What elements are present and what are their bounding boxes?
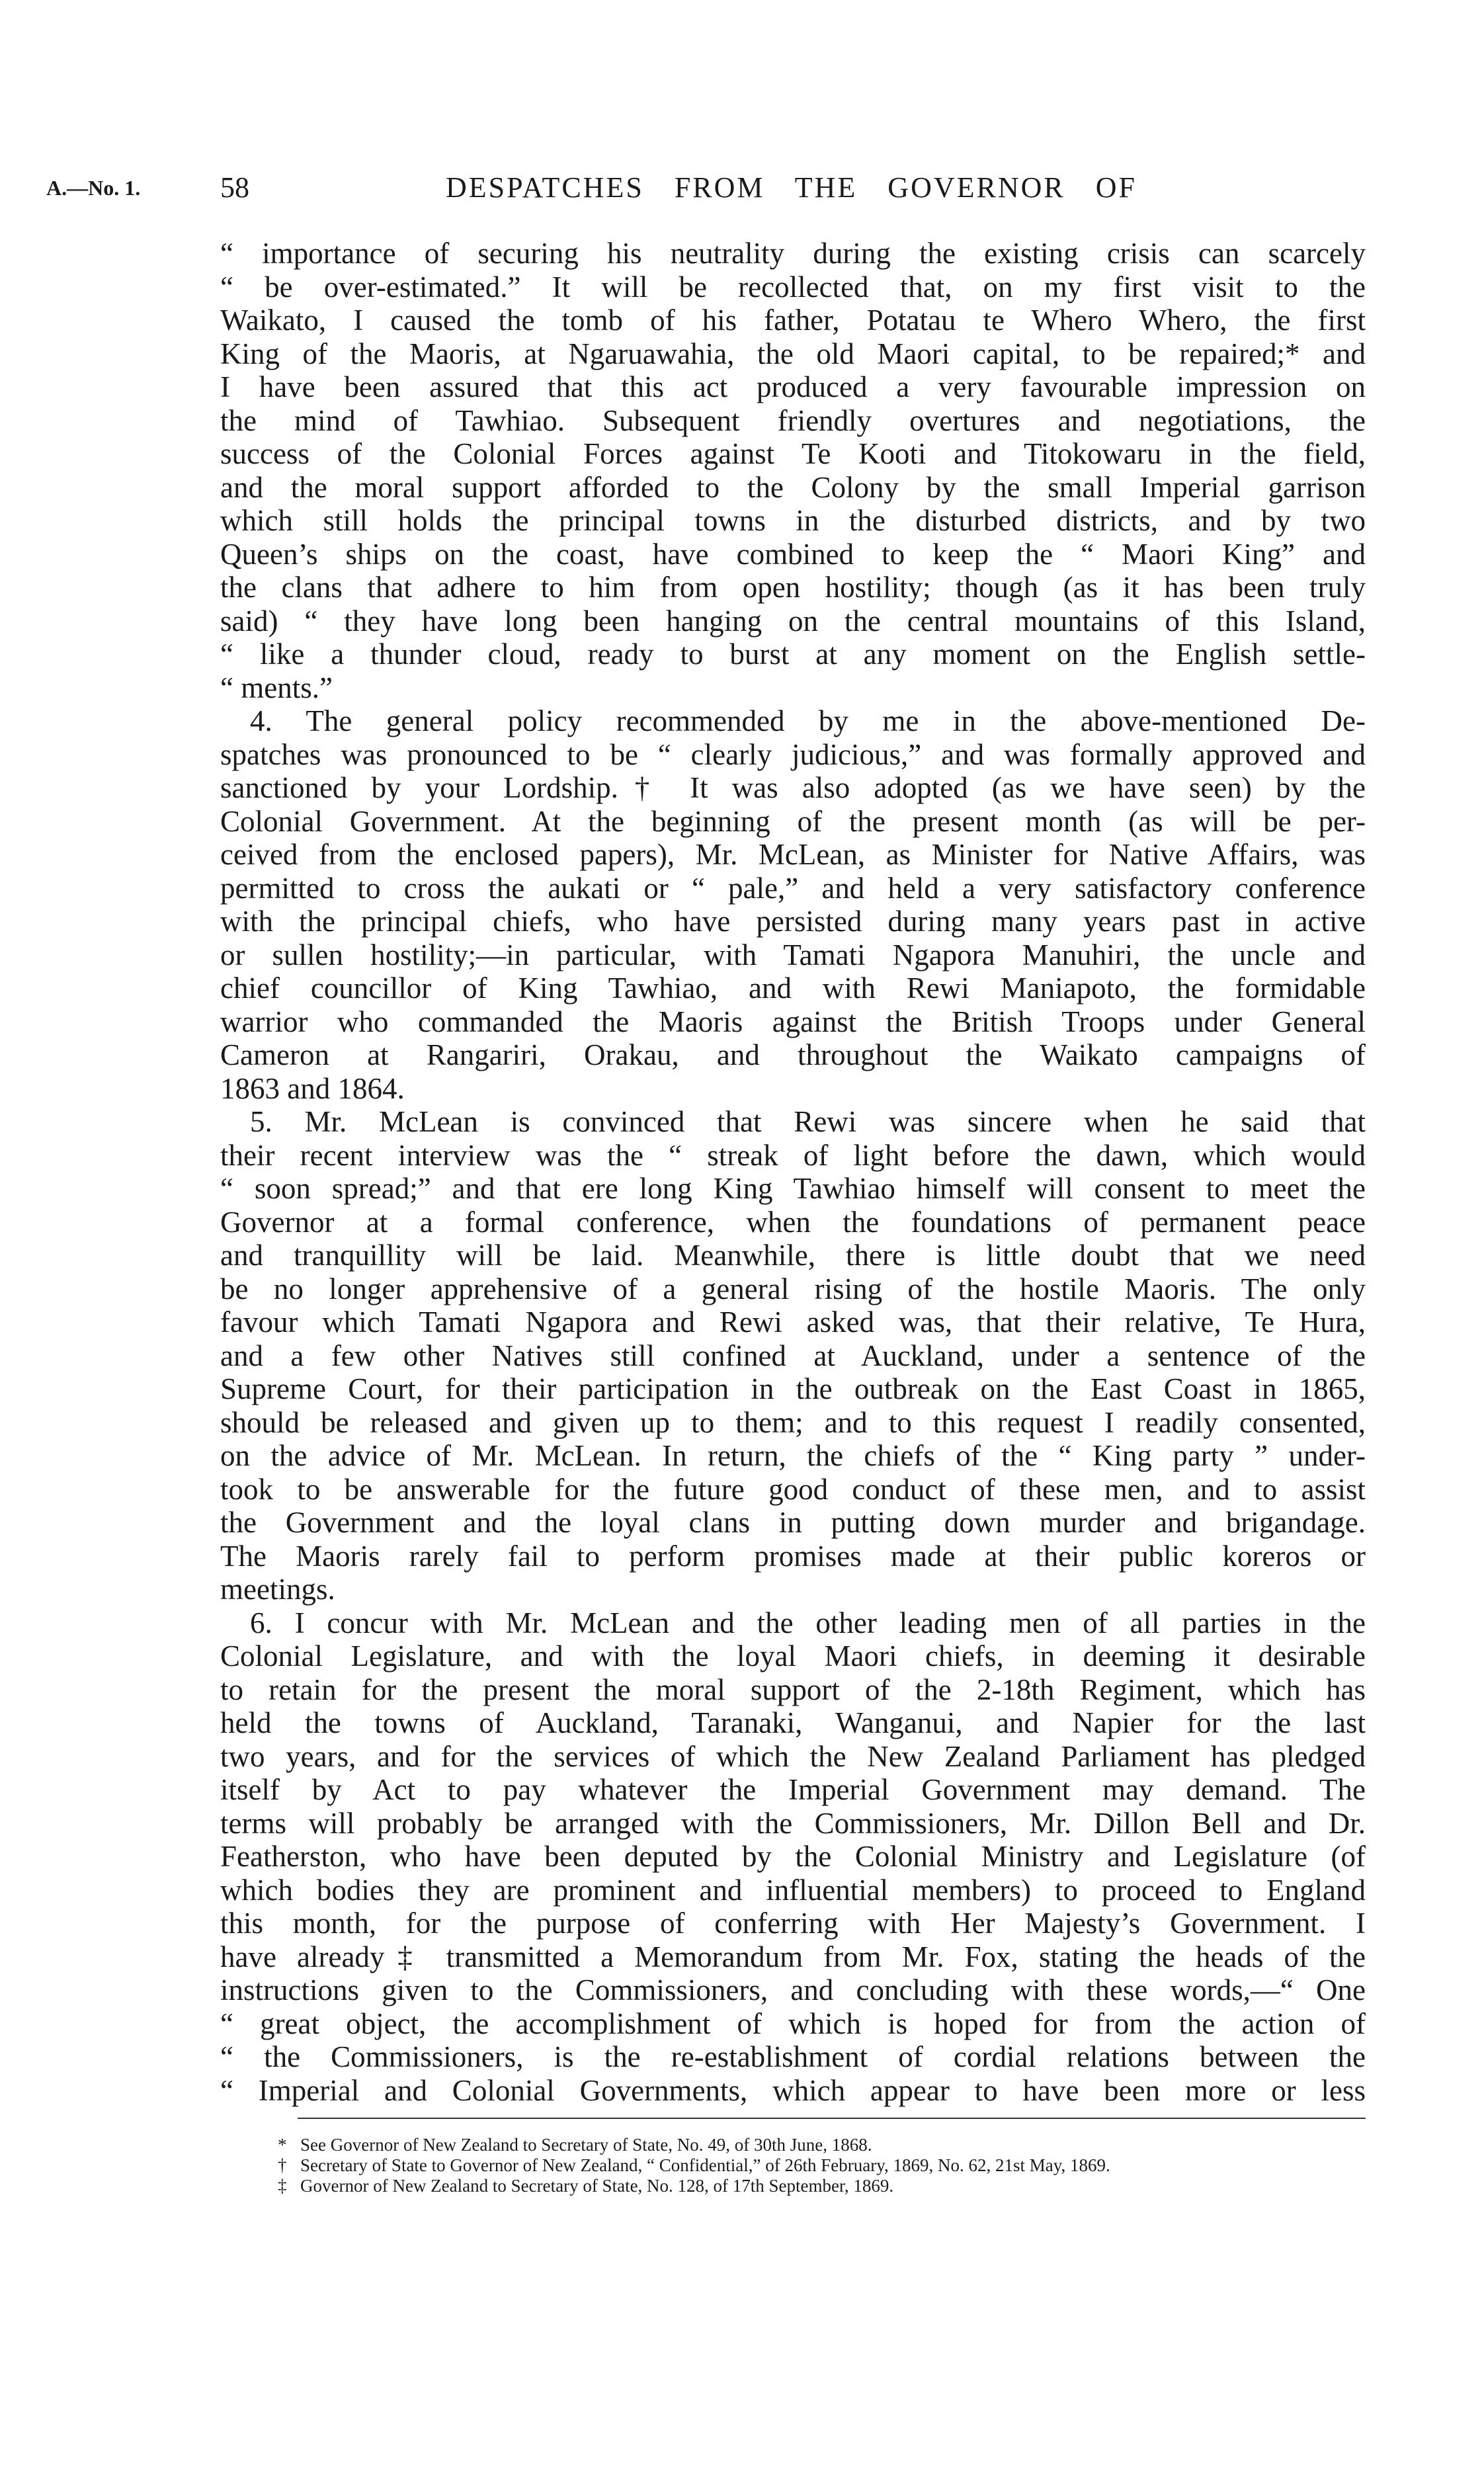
text-line: ceived from the enclosed papers), Mr. McLean, as Minister for Native Affairs, was <box>220 838 1366 871</box>
text-line: Colonial Government. At the beginning of the present month (as will be per- <box>220 804 1366 838</box>
text-line: two years, and for the services of which the New Zealand Parliament has pledged <box>220 1739 1366 1773</box>
text-line: 1863 and 1864. <box>220 1071 405 1105</box>
text-line: and tranquillity will be laid. Meanwhile, there is little doubt that we need <box>220 1239 1366 1272</box>
text-line: instructions given to the Commissioners, and concluding with these words,—“ One <box>220 1973 1366 2007</box>
text-line: I have been assured that this act produced a very favourable impression on <box>220 370 1366 403</box>
text-line: be no longer apprehensive of a general rising of the hostile Maoris. The only <box>220 1272 1366 1305</box>
text-line: meetings. <box>220 1573 335 1606</box>
running-title: DESPATCHES FROM THE GOVERNOR OF <box>446 171 1137 204</box>
text-line: Cameron at Rangariri, Orakau, and throughout the Waikato campaigns of <box>220 1038 1366 1071</box>
text-line: with the principal chiefs, who have persisted during many years past in active <box>220 905 1366 938</box>
footnote-text: Secretary of State to Governor of New Zealand, “ Confidential,” of 26th February, 1869, No. 62, 21st May, 1869. <box>300 2155 1110 2175</box>
text-line: Colonial Legislature, and with the loyal Maori chiefs, in deeming it desirable <box>220 1639 1366 1673</box>
text-line: the clans that adhere to him from open hostility; though (as it has been truly <box>220 571 1366 604</box>
text-line: 6. I concur with Mr. McLean and the other leading men of all parties in the <box>250 1606 1366 1639</box>
text-line: “ great object, the accomplishment of which is hoped for from the action of <box>220 2007 1366 2040</box>
text-line: The Maoris rarely fail to perform promises made at their public koreros or <box>220 1539 1366 1573</box>
footnote-text: See Governor of New Zealand to Secretary of State, No. 49, of 30th June, 1868. <box>300 2135 872 2155</box>
footnote <box>278 2155 1369 2176</box>
footnote <box>278 2176 1369 2196</box>
text-line: terms will probably be arranged with the Commissioners, Mr. Dillon Bell and Dr. <box>220 1806 1366 1840</box>
text-line: Waikato, I caused the tomb of his father, Potatau te Whero Whero, the first <box>220 304 1366 337</box>
text-line: their recent interview was the “ streak of light before the dawn, which would <box>220 1138 1366 1172</box>
text-line: “ be over-estimated.” It will be recollected that, on my first visit to the <box>220 270 1366 304</box>
text-line: “ importance of securing his neutrality during the existing crisis can scarcely <box>220 237 1366 270</box>
text-line: permitted to cross the aukati or “ pale,” and held a very satisfactory conference <box>220 871 1366 905</box>
text-line: Featherston, who have been deputed by the Colonial Ministry and Legislature (of <box>220 1840 1366 1873</box>
text-line: 4. The general policy recommended by me in the above-mentioned De- <box>250 704 1366 737</box>
text-line: said) “ they have long been hanging on the central mountains of this Island, <box>220 604 1366 638</box>
text-line: took to be answerable for the future good conduct of these men, and to assist <box>220 1472 1366 1506</box>
text-line: “ the Commissioners, is the re-establishment of cordial relations between the <box>220 2040 1366 2073</box>
document-reference: A.—No. 1. <box>46 176 141 200</box>
text-line: “ ments.” <box>220 671 333 704</box>
footnote-symbol: † <box>278 2155 287 2175</box>
footnote-symbol: * <box>278 2135 287 2155</box>
footnotes <box>278 2135 1369 2196</box>
text-line: Supreme Court, for their participation in the outbreak on the East Coast in 1865, <box>220 1372 1366 1405</box>
text-line: to retain for the present the moral support of the 2-18th Regiment, which has <box>220 1673 1366 1706</box>
text-line: spatches was pronounced to be “ clearly judicious,” and was formally approved and <box>220 737 1366 771</box>
text-line: the Government and the loyal clans in putting down murder and brigandage. <box>220 1506 1366 1539</box>
text-line: success of the Colonial Forces against Te Kooti and Titokowaru in the field, <box>220 437 1366 470</box>
text-line: favour which Tamati Ngapora and Rewi asked was, that their relative, Te Hura, <box>220 1305 1366 1339</box>
text-line: Governor at a formal conference, when the foundations of permanent peace <box>220 1205 1366 1239</box>
text-line: on the advice of Mr. McLean. In return, the chiefs of the “ King party ” under- <box>220 1439 1366 1472</box>
text-line: “ like a thunder cloud, ready to burst at any moment on the English settle- <box>220 638 1366 671</box>
text-line: which still holds the principal towns in the disturbed districts, and by two <box>220 504 1366 537</box>
text-line: King of the Maoris, at Ngaruawahia, the old Maori capital, to be repaired;* and <box>220 337 1366 370</box>
footnote-text: Governor of New Zealand to Secretary of State, No. 128, of 17th September, 1869. <box>300 2176 894 2196</box>
text-line: and the moral support afforded to the Colony by the small Imperial garrison <box>220 470 1366 504</box>
text-line: or sullen hostility;—in particular, with Tamati Ngapora Manuhiri, the uncle and <box>220 938 1366 972</box>
text-line: Queen’s ships on the coast, have combined to keep the “ Maori King” and <box>220 537 1366 571</box>
text-line: 5. Mr. McLean is convinced that Rewi was sincere when he said that <box>250 1105 1366 1138</box>
text-line: “ Imperial and Colonial Governments, which appear to have been more or less <box>220 2073 1366 2107</box>
footnote-symbol: ‡ <box>278 2176 287 2196</box>
body-text <box>220 237 1366 2107</box>
text-line: which bodies they are prominent and influential members) to proceed to England <box>220 1873 1366 1907</box>
text-line: warrior who commanded the Maoris against the British Troops under General <box>220 1005 1366 1038</box>
text-line: sanctioned by your Lordship.† It was also adopted (as we have seen) by the <box>220 771 1366 804</box>
footnote-divider <box>298 2118 1366 2119</box>
footnote <box>278 2135 1369 2155</box>
text-line: have already‡ transmitted a Memorandum from Mr. Fox, stating the heads of the <box>220 1940 1366 1973</box>
text-line: should be released and given up to them; and to this request I readily consented, <box>220 1405 1366 1439</box>
text-line: held the towns of Auckland, Taranaki, Wanganui, and Napier for the last <box>220 1706 1366 1739</box>
text-line: the mind of Tawhiao. Subsequent friendly overtures and negotiations, the <box>220 403 1366 437</box>
text-line: chief councillor of King Tawhiao, and with Rewi Maniapoto, the formidable <box>220 972 1366 1005</box>
text-line: and a few other Natives still confined at Auckland, under a sentence of the <box>220 1339 1366 1372</box>
text-line: this month, for the purpose of conferring with Her Majesty’s Government. I <box>220 1907 1366 1940</box>
text-line: itself by Act to pay whatever the Imperial Government may demand. The <box>220 1773 1366 1806</box>
text-line: “ soon spread;” and that ere long King Tawhiao himself will consent to meet the <box>220 1172 1366 1205</box>
page-number: 58 <box>220 171 249 204</box>
